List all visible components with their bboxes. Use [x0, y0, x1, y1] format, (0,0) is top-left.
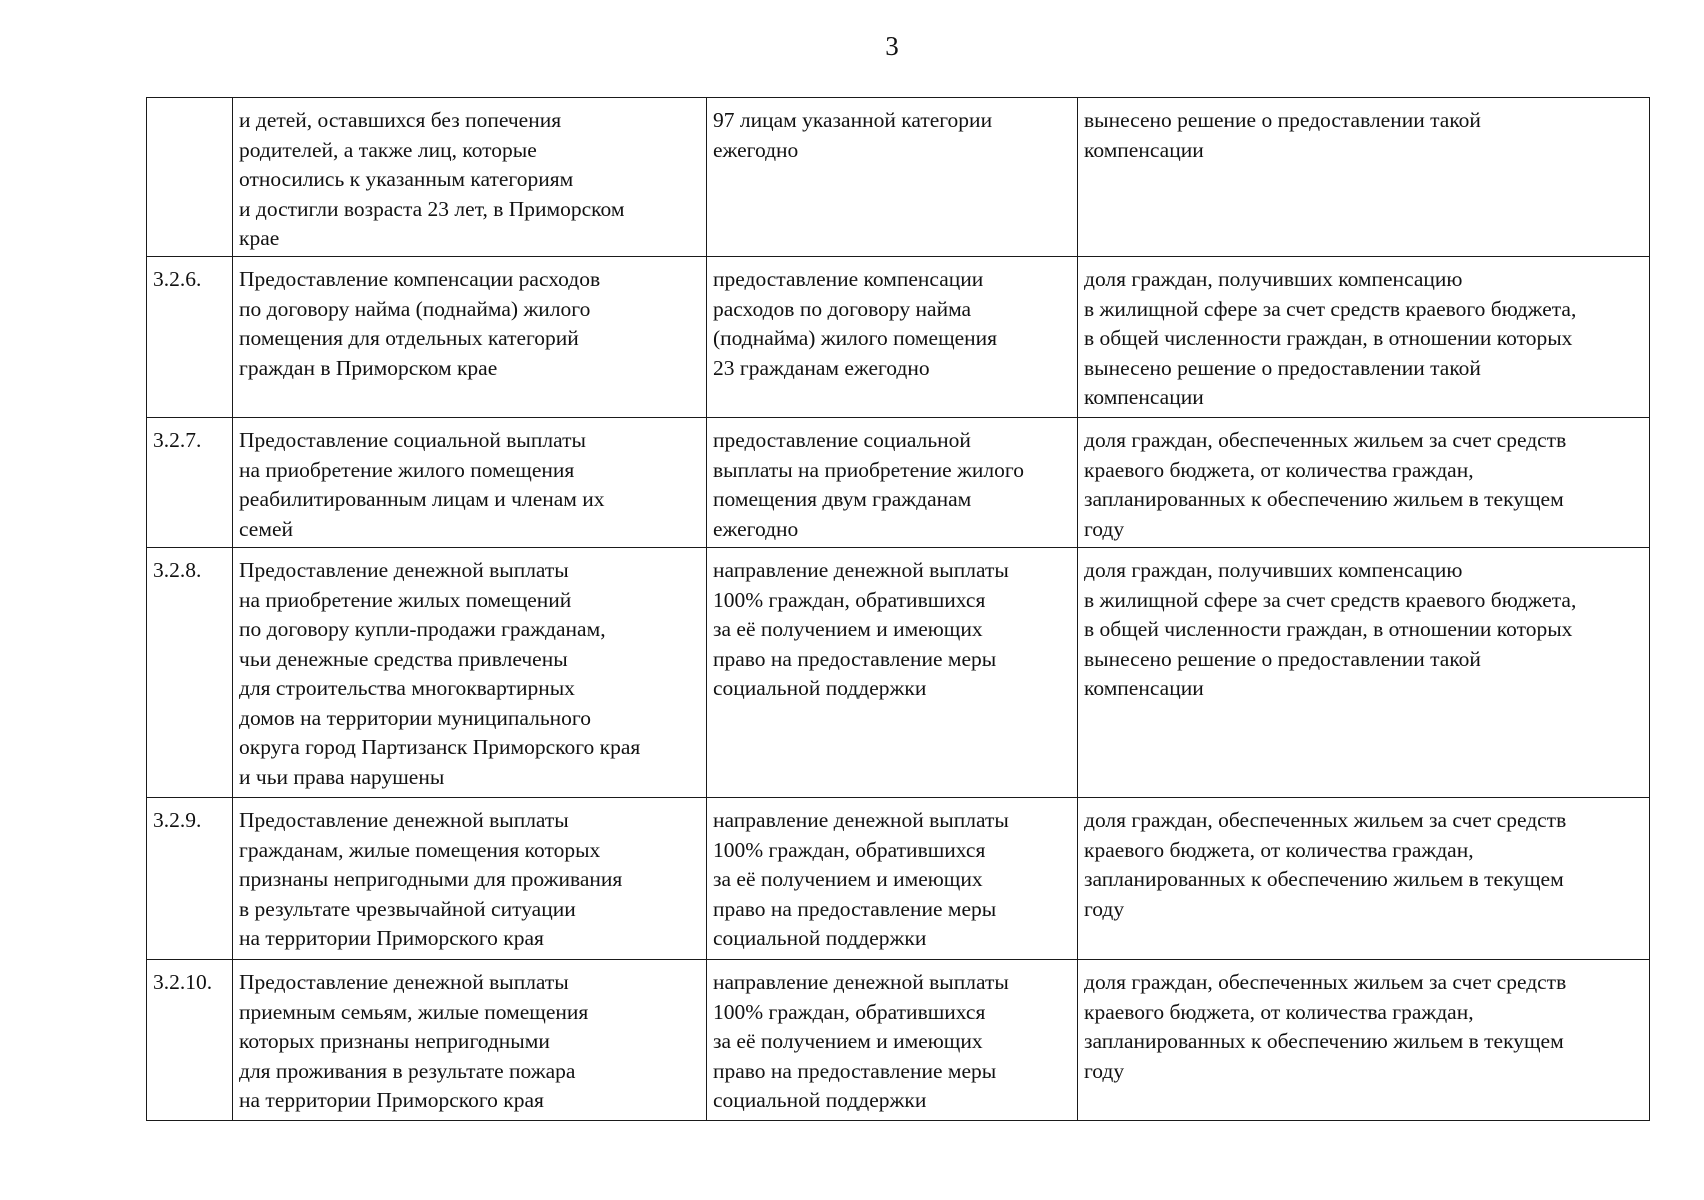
row-number-cell: 3.2.8.: [147, 548, 233, 798]
measures-table: [146, 97, 1650, 1121]
table-row: [147, 798, 1650, 960]
expected-result-cell: 97 лицам указанной категории ежегодно: [707, 98, 1078, 257]
table-row: [147, 98, 1650, 257]
expected-result-cell: предоставление социальной выплаты на приобретение жилого помещения двум гражданам ежегодно: [707, 418, 1078, 548]
indicator-cell: доля граждан, обеспеченных жильем за счет средств краевого бюджета, от количества граждан, запланированных к обеспечению жильем в текущем году: [1078, 798, 1650, 960]
table-row: [147, 257, 1650, 418]
table-row: [147, 960, 1650, 1121]
expected-result-cell: предоставление компенсации расходов по договору найма (поднайма) жилого помещения 23 гражданам ежегодно: [707, 257, 1078, 418]
expected-result-cell: направление денежной выплаты 100% граждан, обратившихся за её получением и имеющих право на предоставление меры социальной поддержки: [707, 798, 1078, 960]
indicator-cell: доля граждан, обеспеченных жильем за счет средств краевого бюджета, от количества граждан, запланированных к обеспечению жильем в текущем году: [1078, 960, 1650, 1121]
measure-name-cell: Предоставление компенсации расходов по договору найма (поднайма) жилого помещения для отдельных категорий граждан в Приморском крае: [233, 257, 707, 418]
measure-name-cell: Предоставление социальной выплаты на приобретение жилого помещения реабилитированным лицам и членам их семей: [233, 418, 707, 548]
page-number: 3: [885, 31, 899, 61]
indicator-cell: вынесено решение о предоставлении такой компенсации: [1078, 98, 1650, 257]
table-row: [147, 548, 1650, 798]
row-number-cell: [147, 98, 233, 257]
measure-name-cell: Предоставление денежной выплаты на приобретение жилых помещений по договору купли-продажи гражданам, чьи денежные средства привлечены для строительства многоквартирных домов на территории муниципального округа город Партизанск Приморского края и чьи права нарушены: [233, 548, 707, 798]
indicator-cell: доля граждан, получивших компенсацию в жилищной сфере за счет средств краевого бюджета, в общей численности граждан, в отношении которых вынесено решение о предоставлении такой компенсации: [1078, 548, 1650, 798]
row-number-cell: 3.2.7.: [147, 418, 233, 548]
row-number-cell: 3.2.9.: [147, 798, 233, 960]
row-number-cell: 3.2.10.: [147, 960, 233, 1121]
expected-result-cell: направление денежной выплаты 100% граждан, обратившихся за её получением и имеющих право на предоставление меры социальной поддержки: [707, 960, 1078, 1121]
indicator-cell: доля граждан, обеспеченных жильем за счет средств краевого бюджета, от количества граждан, запланированных к обеспечению жильем в текущем году: [1078, 418, 1650, 548]
row-number-cell: 3.2.6.: [147, 257, 233, 418]
measure-name-cell: Предоставление денежной выплаты гражданам, жилые помещения которых признаны непригодными для проживания в результате чрезвычайной ситуации на территории Приморского края: [233, 798, 707, 960]
table-row: [147, 418, 1650, 548]
measure-name-cell: и детей, оставшихся без попечения родителей, а также лиц, которые относились к указанным категориям и достигли возраста 23 лет, в Приморском крае: [233, 98, 707, 257]
indicator-cell: доля граждан, получивших компенсацию в жилищной сфере за счет средств краевого бюджета, в общей численности граждан, в отношении которых вынесено решение о предоставлении такой компенсации: [1078, 257, 1650, 418]
measure-name-cell: Предоставление денежной выплаты приемным семьям, жилые помещения которых признаны непригодными для проживания в результате пожара на территории Приморского края: [233, 960, 707, 1121]
expected-result-cell: направление денежной выплаты 100% граждан, обратившихся за её получением и имеющих право на предоставление меры социальной поддержки: [707, 548, 1078, 798]
